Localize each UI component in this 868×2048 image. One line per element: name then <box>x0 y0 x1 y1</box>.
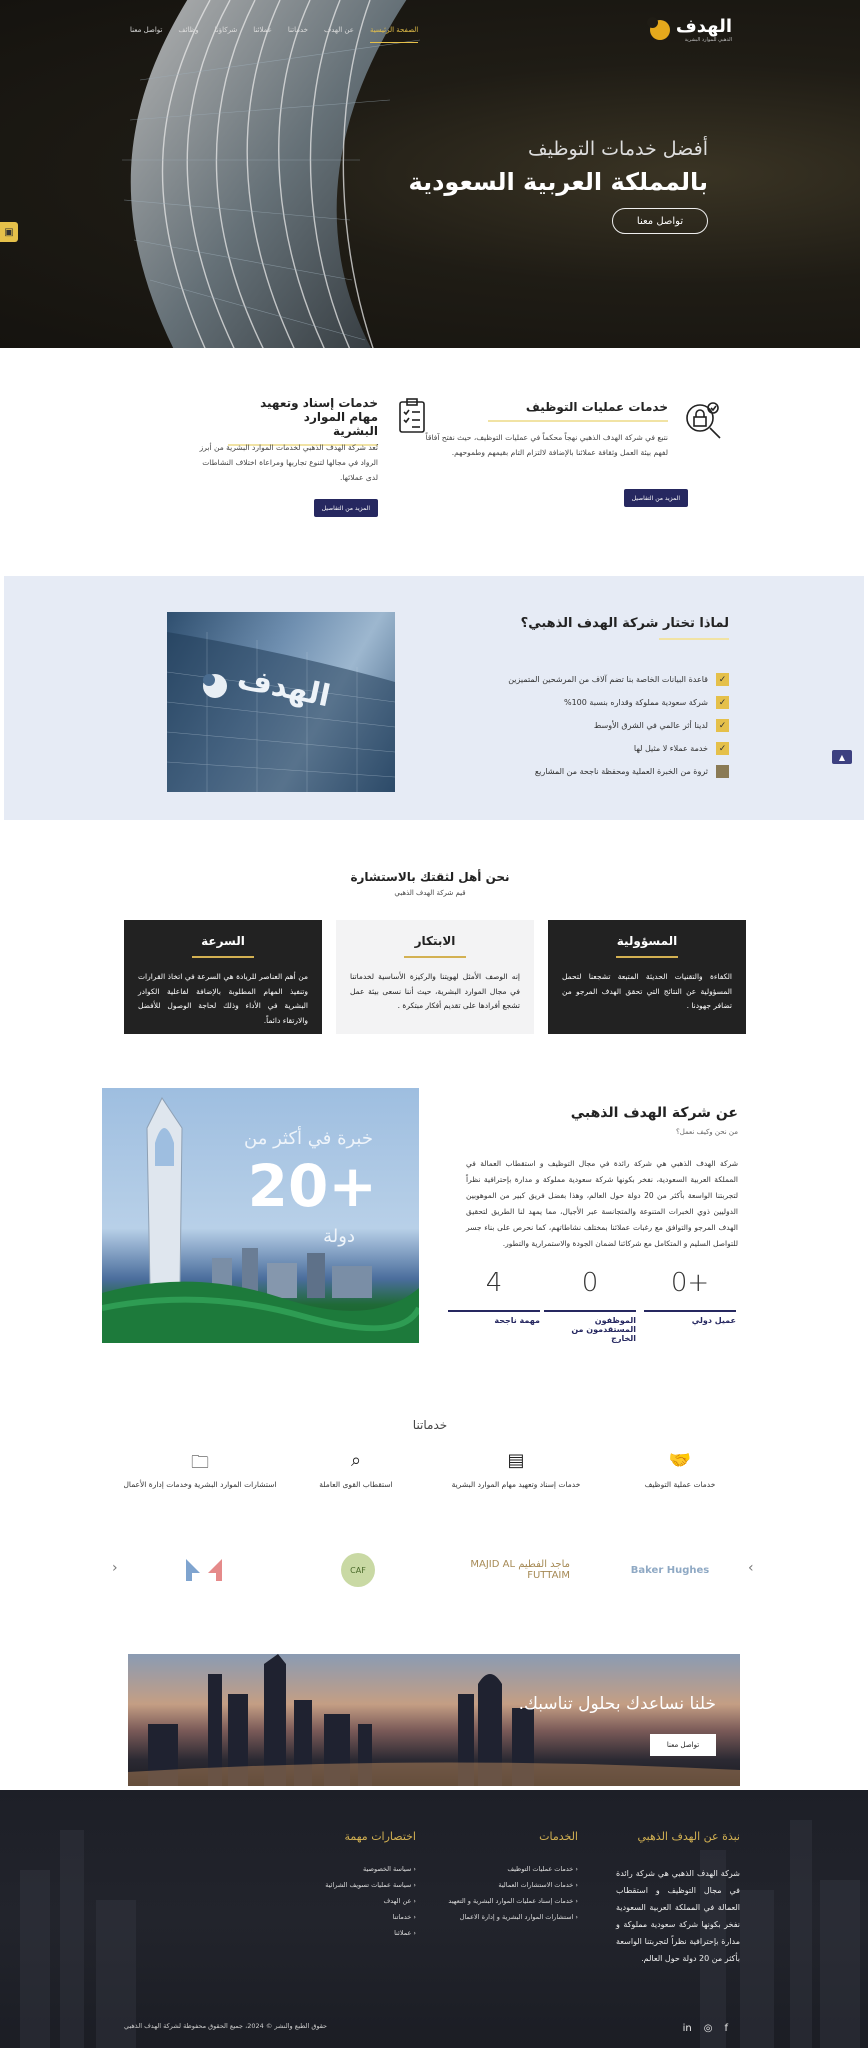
footer-about-title: نبذة عن الهدف الذهبي <box>637 1830 740 1843</box>
main-nav <box>130 26 418 43</box>
check-icon <box>716 765 729 778</box>
footer-link[interactable]: ‹ عن الهدف <box>325 1897 416 1913</box>
service-item-outsourcing[interactable] <box>436 1450 596 1492</box>
client-logos-carousel <box>110 1550 750 1590</box>
footer-links-title: اختصارات مهمة <box>344 1830 416 1843</box>
footer-services-column <box>448 1830 578 1929</box>
why-item-text: شركة سعودية مملوكة وقداره بنسبة 100% <box>563 698 708 707</box>
why-item-text: لدينا أثر عالمي في الشرق الأوسط <box>593 721 708 730</box>
footer-about-text: شركة الهدف الذهبي هي شركة رائدة في مجال التوظيف و استقطاب العمالة في المملكة العربية السعودية نفخر بكونها شركة سعودية مملوكة و مدارة بإحترافية نظراً لتجربتنا الواسعة بأكثر من 20 دولة حول العالم. <box>616 1869 740 1963</box>
stat-number: 4 <box>485 1268 503 1298</box>
stat-bar <box>544 1310 636 1312</box>
footer-links-column <box>325 1830 416 1945</box>
footer-service-link[interactable]: ‹ خدمات عمليات التوظيف <box>448 1865 578 1881</box>
footer-about-column <box>616 1830 740 1967</box>
footer-service-link[interactable]: ‹ خدمات إسناد عمليات الموارد البشرية و التعهيد <box>448 1897 578 1913</box>
value-card-title: الابتكار <box>414 934 456 948</box>
why-item <box>508 714 729 737</box>
stat-employees <box>544 1268 636 1343</box>
linkedin-icon[interactable]: in <box>682 2023 692 2034</box>
kingdom-tower-image <box>102 1088 419 1343</box>
why-item-text: قاعدة البيانات الخاصة بنا تضم آلاف من المرشحين المتميزين <box>508 675 708 684</box>
why-item <box>508 668 729 691</box>
service-item-recruitment[interactable] <box>610 1450 750 1492</box>
instagram-icon[interactable]: ◎ <box>703 2023 713 2034</box>
hero-contact-button[interactable]: تواصل معنا <box>612 208 708 234</box>
chevron-left-icon: ‹ <box>112 1560 118 1576</box>
value-card-divider <box>404 956 466 958</box>
client-logo-majid-al-futtaim[interactable]: ماجد الفطيم MAJID AL FUTTAIM <box>470 1559 570 1581</box>
banner-title: خلنا نساعدك بحلول تناسبك. <box>518 1694 716 1714</box>
about-title: عن شركة الهدف الذهبي <box>570 1105 738 1121</box>
service-card-title: خدمات عمليات التوظيف <box>525 400 668 414</box>
about-subtitle: من نحن وكيف نعمل؟ <box>675 1128 738 1136</box>
nav-clients[interactable]: عملائنا <box>253 26 272 34</box>
check-icon: ✓ <box>716 696 729 709</box>
services-title: خدماتنا <box>412 1418 448 1432</box>
building-sign-photo <box>167 612 395 792</box>
nav-about[interactable]: عن الهدف <box>323 26 354 34</box>
stat-label: مهمة ناجحة <box>494 1316 540 1325</box>
about-image-line2: دولة <box>323 1226 355 1247</box>
check-icon: ✓ <box>716 673 729 686</box>
site-footer <box>0 1790 868 2048</box>
hero-section <box>0 0 860 348</box>
footer-link[interactable]: ‹ عملائنا <box>325 1929 416 1945</box>
nav-home[interactable]: الصفحة الرئيسية <box>370 26 418 43</box>
value-card-responsibility <box>548 920 746 1034</box>
service-card-title: خدمات إسناد وتعهيد مهام الموارد البشرية <box>260 396 378 438</box>
footer-link[interactable]: ‹ خدماتنا <box>325 1913 416 1929</box>
stat-international-clients <box>644 1268 736 1325</box>
about-image-big-number: +20 <box>247 1152 377 1220</box>
service-card-text: نتبع في شركة الهدف الذهبي نهجاً محكماً في عمليات التوظيف، حيث نفتح آفاقاً لفهم بيئة العمل وثقافة عملائنا بالإضافة لالتزام التام بقيمهم وطموحهم. <box>425 433 668 457</box>
search-icon: ⌕ <box>350 1450 362 1471</box>
client-logo-caf-text: CAF <box>341 1553 375 1587</box>
why-title-underline <box>659 638 729 640</box>
chevron-up-icon: ▲ <box>838 752 846 762</box>
stat-bar <box>448 1310 540 1312</box>
value-card-text: إنه الوصف الأمثل لهويتنا والركيزة الأساسية لخدماتنا في مجال الموارد البشرية، حيث أننا نسعى بيئة عمل تشجع أفرادها على تقديم أفكار مبتكرة . <box>350 972 520 1010</box>
logo-subtitle: الذهبي للموارد البشرية <box>684 37 732 43</box>
facebook-icon[interactable]: f <box>724 2023 728 2034</box>
hr-checklist-icon <box>388 396 432 440</box>
stat-label: الموظفون المستقدمون من الخارج <box>571 1316 636 1343</box>
service-item-label: استقطاب القوى العاملة <box>319 1480 393 1489</box>
stat-bar <box>644 1310 736 1312</box>
social-links <box>683 2023 728 2034</box>
footer-service-link[interactable]: ‹ خدمات الاستشارات العمالية <box>448 1881 578 1897</box>
value-card-title: السرعة <box>201 934 245 948</box>
service-item-label: خدمات عملية التوظيف <box>644 1480 716 1489</box>
why-choose-section <box>4 576 864 820</box>
stat-number: +0 <box>670 1268 710 1298</box>
cta-banner <box>128 1654 740 1786</box>
why-item <box>508 691 729 714</box>
value-card-innovation <box>336 920 534 1034</box>
why-title: لماذا تختار شركة الهدف الذهبي؟ <box>520 616 729 631</box>
recruitment-details-button[interactable]: المزيد من التفاصيل <box>624 489 688 507</box>
scroll-to-top-button[interactable] <box>832 750 852 764</box>
outsourcing-details-button[interactable]: المزيد من التفاصيل <box>314 499 378 517</box>
contact-card-icon: ▣ <box>4 226 14 238</box>
value-card-speed <box>124 920 322 1034</box>
recruitment-lock-icon <box>674 398 724 446</box>
values-subtitle: قيم شركة الهدف الذهبي <box>394 889 466 897</box>
footer-copyright: حقوق الطبع والنشر © 2024، جميع الحقوق محفوظة لشركة الهدف الذهبي <box>124 2022 328 2030</box>
nav-partners[interactable]: شركاؤنا <box>214 26 238 34</box>
logo-title: الهدف <box>675 16 732 37</box>
values-title: نحن أهل لثقتك بالاستشارة <box>350 870 510 884</box>
client-logo-baker-hughes[interactable]: Baker Hughes <box>630 1564 710 1576</box>
value-card-divider <box>616 956 678 958</box>
site-logo[interactable] <box>650 16 732 43</box>
check-icon: ✓ <box>716 742 729 755</box>
building-sign-text: الهدف <box>234 660 334 715</box>
stat-label: عميل دولي <box>691 1316 736 1325</box>
value-card-title: المسؤولية <box>616 934 678 948</box>
nav-jobs[interactable]: وظائف <box>178 26 199 34</box>
why-item <box>508 760 729 783</box>
stat-missions <box>448 1268 540 1325</box>
side-contact-tab[interactable] <box>0 222 18 242</box>
chevron-right-icon: › <box>748 1560 754 1576</box>
service-item-label: استشارات الموارد البشرية وخدمات إدارة الأعمال <box>123 1480 277 1489</box>
hero-title: بالمملكة العربية السعودية <box>408 168 708 196</box>
value-card-text: من أهم العناصر للريادة هي السرعة في اتخاذ القرارات وتنفيذ المهام المطلوبة بالإضافة لفاعلية الكوادر البشرية في الأداء وذلك لحاجة الوصول للأفضل والارتقاء دائماً. <box>138 972 308 1025</box>
why-item-text: ثروة من الخبرة العملية ومحفظة ناجحة من المشاريع <box>534 767 708 776</box>
service-card-text: تُعد شركة الهدف الذهبي لخدمات الموارد البشرية من أبرز الرواد في مجالها لتنوع تجاربها ومراعاة اختلاف النشاطات لدى عملائها. <box>199 443 378 482</box>
handshake-icon: 🤝 <box>668 1450 692 1471</box>
footer-link[interactable]: ‹ سياسة الخصوصية <box>325 1865 416 1881</box>
stat-number: 0 <box>581 1268 599 1298</box>
service-item-consulting[interactable] <box>120 1450 280 1492</box>
service-item-workforce[interactable] <box>286 1450 426 1492</box>
check-icon: ✓ <box>716 719 729 732</box>
why-item <box>508 737 729 760</box>
about-image-line1: خبرة في أكثر من <box>244 1128 373 1149</box>
why-list <box>508 668 729 783</box>
arrows-logo-icon <box>182 1555 228 1585</box>
hero-subtitle: أفضل خدمات التوظيف <box>527 138 708 160</box>
banner-contact-button[interactable]: تواصل معنا <box>650 1734 716 1756</box>
folder-open-icon: 🗀 <box>191 1452 209 1473</box>
footer-services-title: الخدمات <box>539 1830 578 1843</box>
id-badge-icon: ▤ <box>507 1450 525 1471</box>
client-logo-caf[interactable] <box>338 1550 378 1590</box>
logo-mark-icon <box>650 20 670 40</box>
client-logo-red-blue[interactable] <box>180 1550 230 1590</box>
value-card-divider <box>192 956 254 958</box>
footer-service-link[interactable]: ‹ استشارات الموارد البشرية و إدارة الاعمال <box>448 1913 578 1929</box>
service-card-divider <box>488 420 668 422</box>
about-text: شركة الهدف الذهبي هي شركة رائدة في مجال التوظيف و استقطاب العمالة في المملكة العربية السعودية، نفخر بكونها شركة سعودية مملوكة و مدارة بإحترافية نظراً لتجربتنا الواسعة بأكثر من 20 دولة حول العالم، وهذا بفضل فريق كبير من الموهوبين الدوليين ذوي الخبرات المتنوعة والمتجانسة عبر الأجيال، مما يمهد لنا الطريق لتحقيق الهدف المرجو والتوافق مع رغبات عملائنا بمختلف نشاطاتهم، كما نحرص على بناء جسر للتواصل السليم و المتكامل مع شركائنا لضمان الجودة والاستمرارية والتطور. <box>466 1159 738 1248</box>
nav-services[interactable]: خدماتنا <box>287 26 308 34</box>
service-card-recruitment <box>418 400 668 460</box>
footer-link[interactable]: ‹ سياسة عمليات تسويف الشرائية <box>325 1881 416 1897</box>
service-item-label: خدمات إسناد وتعهيد مهام الموارد البشرية <box>451 1480 581 1489</box>
why-item-text: خدمة عملاء لا مثيل لها <box>633 744 708 753</box>
value-card-text: الكفاءة والتقنيات الحديثة المتبعة تشجعنا لتحمل المسؤولية عن النتائج التي تحقق الهدف المرجو من تضافر جهودنا . <box>562 972 732 1010</box>
nav-contact[interactable]: تواصل معنا <box>130 26 163 34</box>
